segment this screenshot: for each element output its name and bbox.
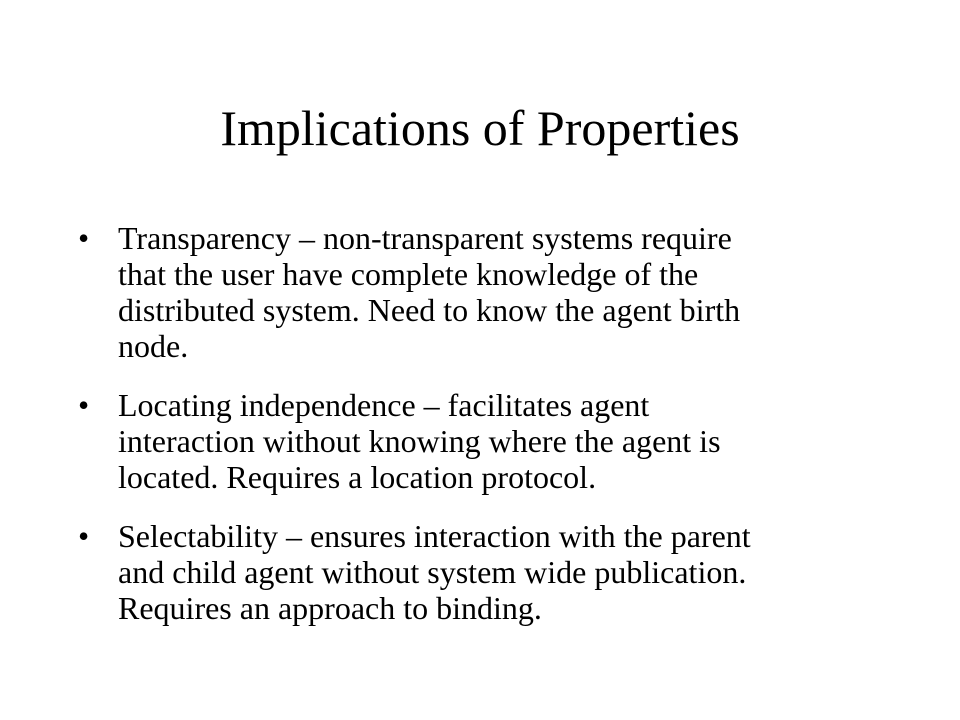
bullet-text-line: and child agent without system wide publication.	[118, 554, 747, 590]
bullet-item-locating-independence	[78, 387, 878, 495]
bullet-text-line: node.	[118, 328, 189, 364]
bullet-text-line: Transparency – non-transparent systems require	[118, 220, 732, 256]
bullet-icon: •	[78, 387, 90, 423]
bullet-icon: •	[78, 518, 90, 554]
bullet-text-line: Requires an approach to binding.	[118, 590, 542, 626]
slide-title: Implications of Properties	[220, 100, 740, 156]
bullet-item-transparency	[78, 220, 878, 364]
bullet-item-selectability	[78, 518, 878, 626]
bullet-text-line: Selectability – ensures interaction with the parent	[118, 518, 751, 554]
bullet-text-line: distributed system. Need to know the agent birth	[118, 292, 741, 328]
bullet-text-line: interaction without knowing where the agent is	[118, 423, 721, 459]
bullet-icon: •	[78, 220, 90, 256]
bullet-text-line: Locating independence – facilitates agent	[118, 387, 650, 423]
bullet-text-line: that the user have complete knowledge of the	[118, 256, 699, 292]
bullet-list	[78, 220, 878, 649]
bullet-text-line: located. Requires a location protocol.	[118, 459, 597, 495]
